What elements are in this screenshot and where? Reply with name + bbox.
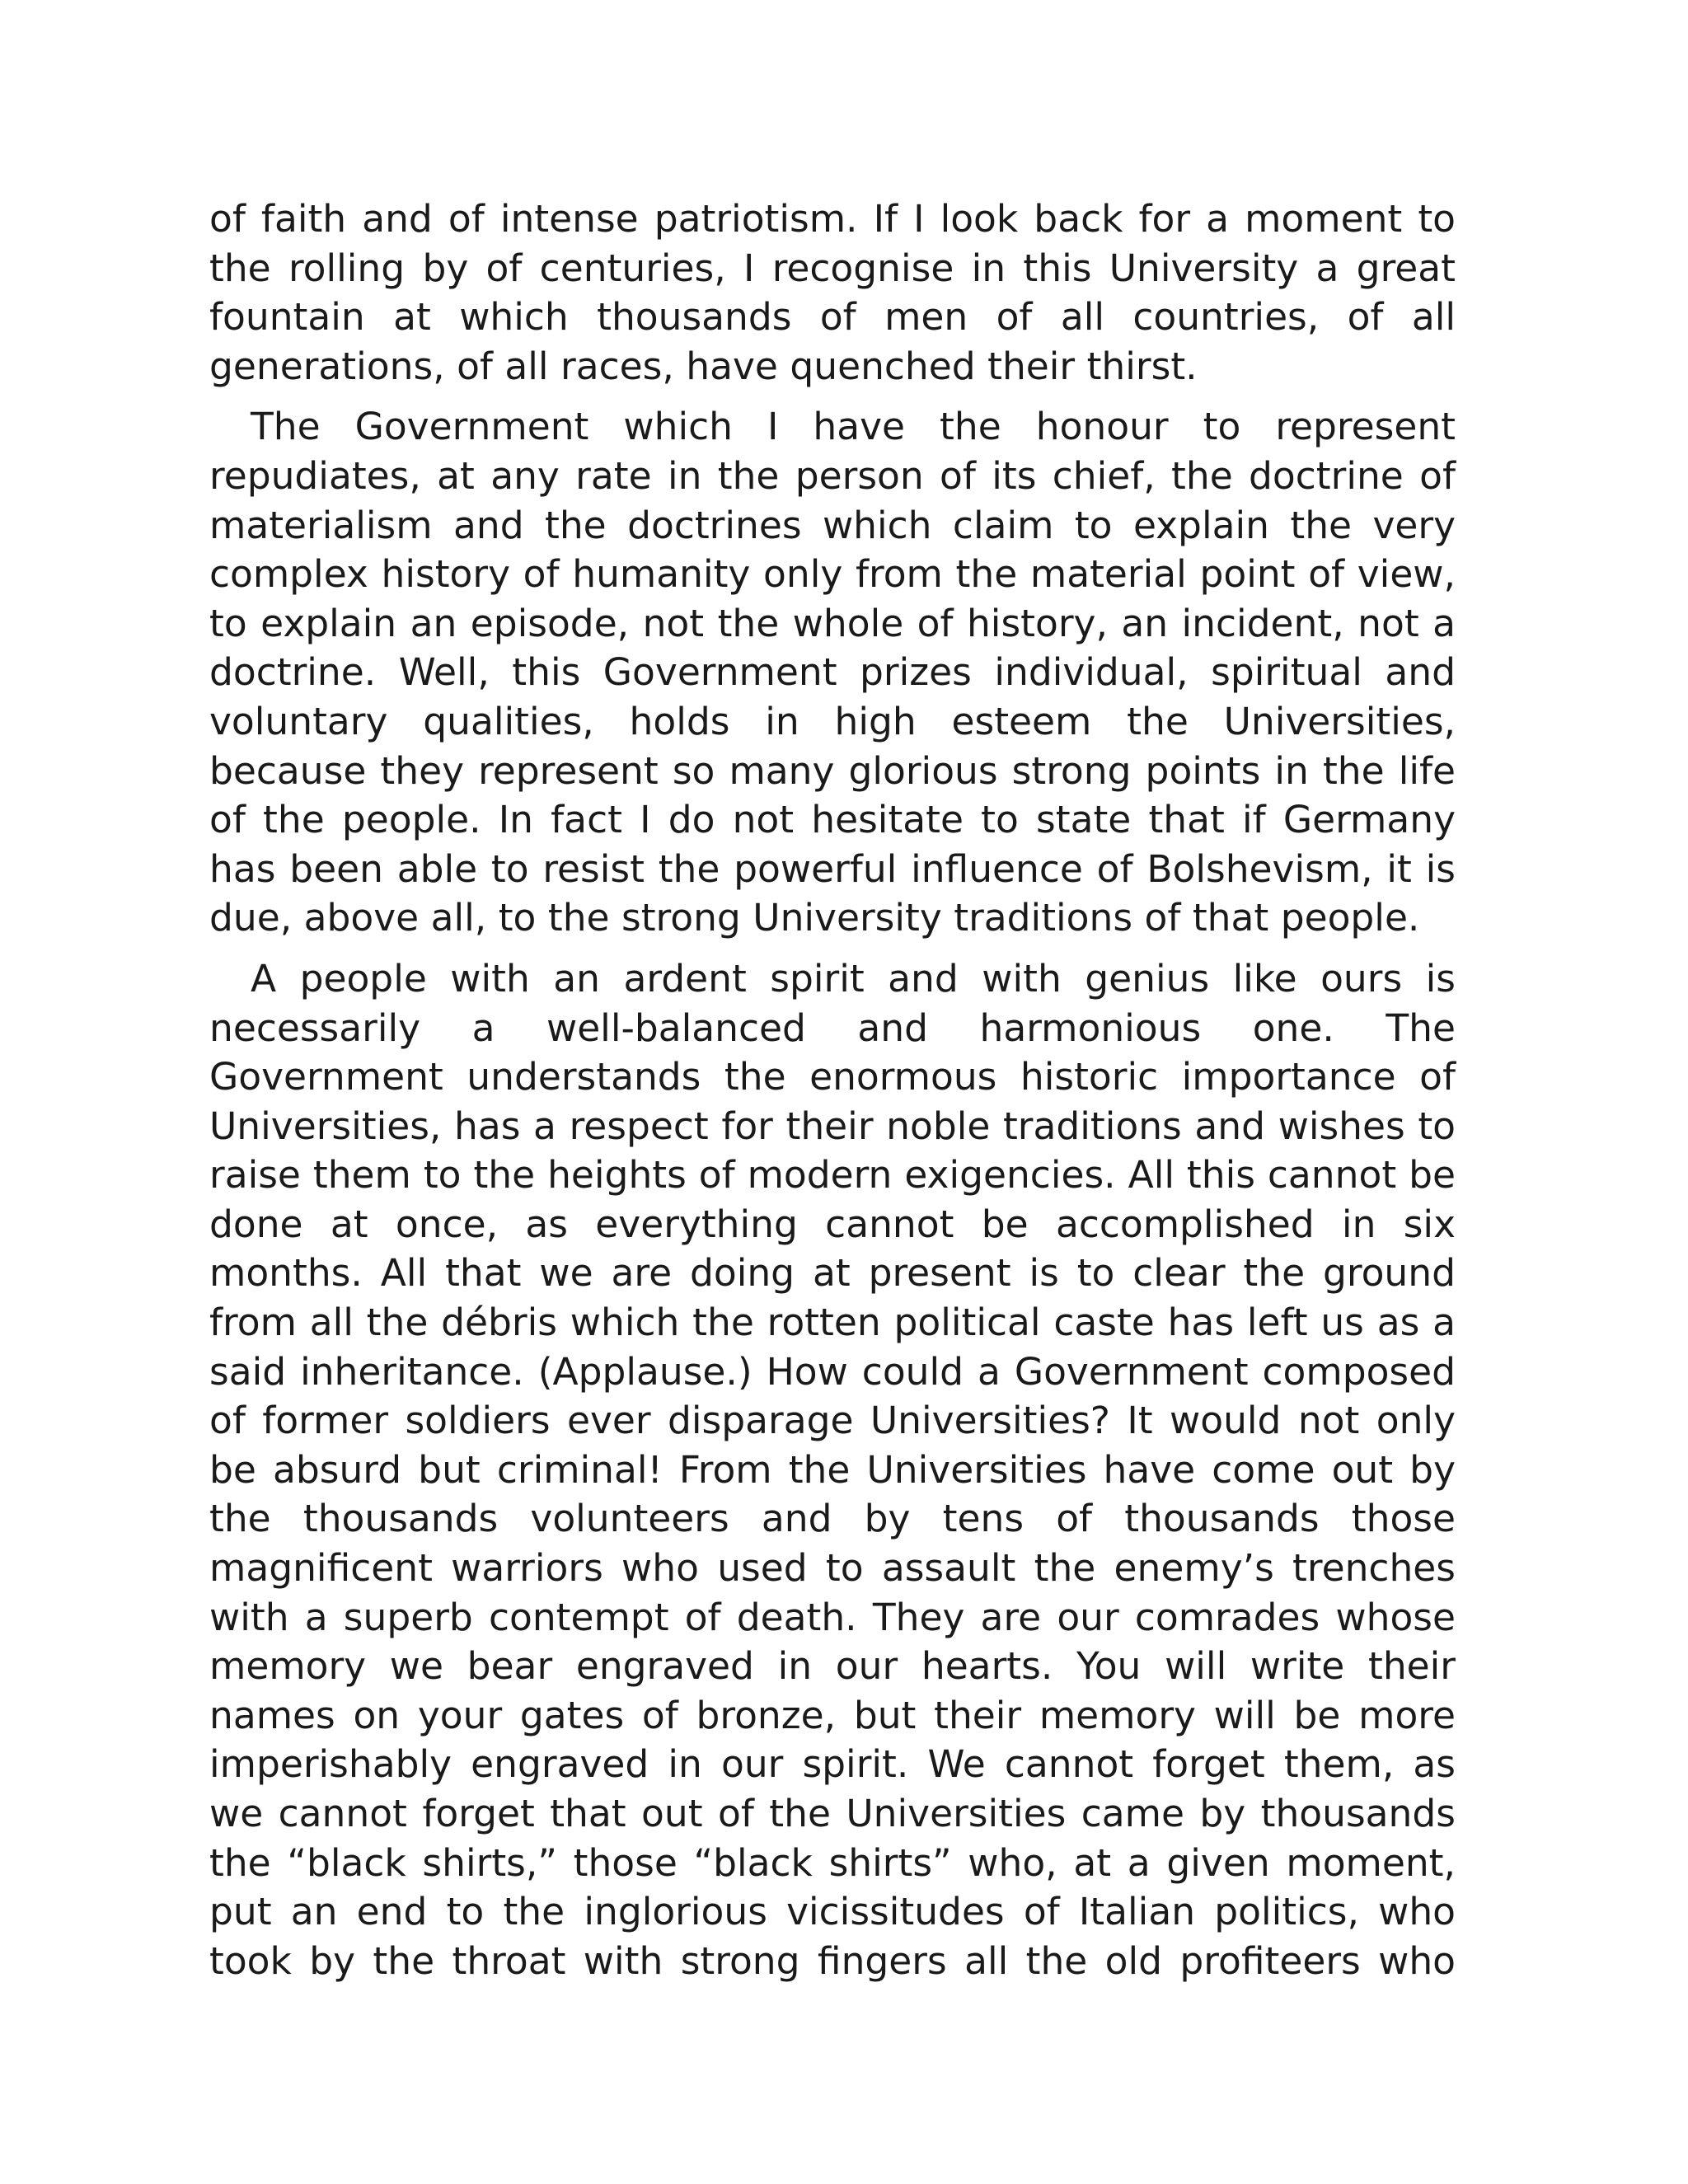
paragraph-universities-black-shirts: A people with an ardent spirit and with genius like ours is necessarily a well-balanced and harmonious one. The Government understands the enormous historic importance of Universities, has a respect for their noble traditions and wishes to raise them to the heights of modern exigencies. All this cannot be done at once, as everything cannot be accomplished in six months. All that we are doing at present is to clear the ground from all the débris which the rotten political caste has left us as a said inheritance. (Applause.) How could a Government composed of former soldiers ever disparage Universities? It would not only be absurd but criminal! From the Universities have come out by the thousands volunteers and by tens of thousands those magnificent warriors who used to assault the enemy’s trenches with a superb contempt of death. They are our comrades whose memory we bear engraved in our hearts. You will write their names on your gates of bronze, but their memory will be more imperishably engraved in our spirit. We cannot forget them, as we cannot forget that out of the Universities came by thousands the “black shirts,” those “black shirts” who, at a given moment, put an end to the inglorious vicissitudes of Italian politics, who took by the throat with strong fingers all the old profiteers who (209, 956, 1456, 1983)
paragraph-continuation: of faith and of intense patriotism. If I look back for a moment to the rolling by of centuries, I recognise in this University a great fountain at which thousands of men of all countries, of all generations, of all races, have quenched their thirst. (209, 197, 1456, 388)
body-text (209, 194, 1456, 1985)
paragraph-government-materialism: The Government which I have the honour to represent repudiates, at any rate in the person of its chief, the doctrine of materialism and the doctrines which claim to explain the very complex history of humanity only from the material point of view, to explain an episode, not the whole of history, an incident, not a doctrine. Well, this Government prizes individual, spiritual and voluntary qualities, holds in high esteem the Universities, because they represent so many glorious strong points in the life of the people. In fact I do not hesitate to state that if Germany has been able to resist the powerful influence of Bolshevism, it is due, above all, to the strong University traditions of that people. (209, 405, 1456, 940)
